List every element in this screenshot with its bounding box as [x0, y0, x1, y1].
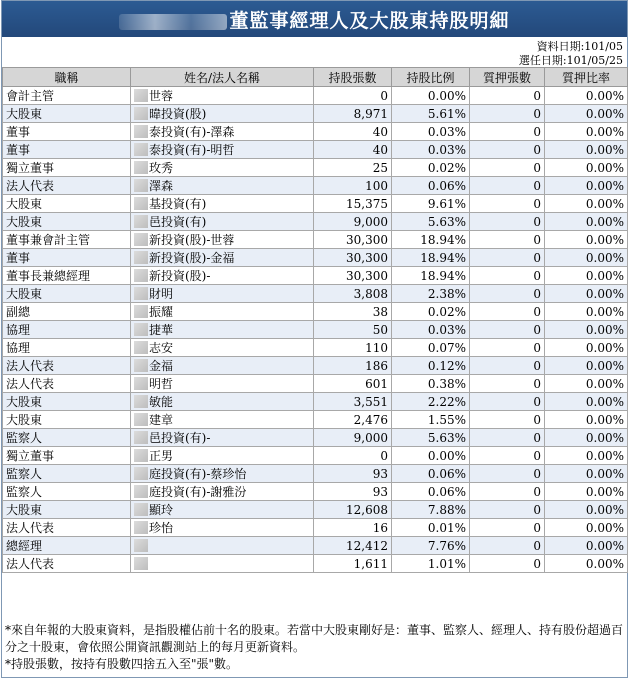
blurred-company-name [119, 14, 227, 30]
cell-ratio: 0.06% [392, 483, 470, 501]
cell-title: 法人代表 [3, 519, 131, 537]
table-row [3, 303, 628, 321]
column-header-ratio: 持股比例 [392, 68, 470, 87]
holder-name: 振耀 [149, 305, 174, 319]
column-header-title: 職稱 [3, 68, 131, 87]
holder-name: 澤森 [149, 179, 174, 193]
cell-shares: 16 [314, 519, 392, 537]
cell-ratio: 5.63% [392, 429, 470, 447]
cell-ratio: 0.07% [392, 339, 470, 357]
cell-title: 協理 [3, 321, 131, 339]
cell-ratio: 18.94% [392, 249, 470, 267]
holder-name: 建章 [149, 413, 174, 427]
cell-name [131, 411, 314, 429]
holder-name: 珍怡 [149, 521, 174, 535]
cell-title: 會計主管 [3, 87, 131, 105]
cell-title: 大股東 [3, 393, 131, 411]
redaction-mask [134, 539, 148, 552]
cell-pledge-ratio: 0.00% [545, 555, 628, 573]
holder-name: 明哲 [149, 377, 174, 391]
cell-name [131, 141, 314, 159]
cell-title: 獨立董事 [3, 159, 131, 177]
cell-pledged: 0 [470, 213, 545, 231]
cell-name [131, 87, 314, 105]
redaction-mask [134, 485, 148, 498]
table-row [3, 537, 628, 555]
table-row [3, 249, 628, 267]
cell-shares: 93 [314, 483, 392, 501]
table-row [3, 465, 628, 483]
table-row [3, 501, 628, 519]
cell-shares: 30,300 [314, 267, 392, 285]
cell-name [131, 555, 314, 573]
cell-pledged: 0 [470, 141, 545, 159]
page-title: 董監事經理人及大股東持股明細 [2, 6, 627, 33]
redaction-mask [134, 161, 148, 174]
cell-pledge-ratio: 0.00% [545, 537, 628, 555]
cell-ratio: 1.01% [392, 555, 470, 573]
cell-pledged: 0 [470, 393, 545, 411]
cell-title: 法人代表 [3, 357, 131, 375]
cell-pledge-ratio: 0.00% [545, 465, 628, 483]
cell-title: 監察人 [3, 429, 131, 447]
data-date: 資料日期:101/05 [536, 40, 623, 53]
redaction-mask [134, 287, 148, 300]
cell-shares: 40 [314, 123, 392, 141]
cell-pledge-ratio: 0.00% [545, 87, 628, 105]
cell-ratio: 0.06% [392, 465, 470, 483]
redaction-mask [134, 467, 148, 480]
redaction-mask [134, 413, 148, 426]
cell-ratio: 0.03% [392, 123, 470, 141]
cell-title: 大股東 [3, 285, 131, 303]
redaction-mask [134, 521, 148, 534]
redaction-mask [134, 233, 148, 246]
table-row [3, 483, 628, 501]
cell-title: 大股東 [3, 213, 131, 231]
cell-name [131, 123, 314, 141]
cell-ratio: 0.06% [392, 177, 470, 195]
cell-name [131, 303, 314, 321]
redaction-mask [134, 557, 148, 570]
cell-shares: 9,000 [314, 429, 392, 447]
holder-name: 財明 [149, 287, 174, 301]
holder-name: 正男 [149, 449, 174, 463]
cell-pledged: 0 [470, 339, 545, 357]
table-row [3, 195, 628, 213]
redaction-mask [134, 305, 148, 318]
holder-name: 泰投資(有)-明哲 [149, 143, 235, 157]
cell-pledge-ratio: 0.00% [545, 267, 628, 285]
cell-pledged: 0 [470, 177, 545, 195]
cell-ratio: 0.01% [392, 519, 470, 537]
holder-name: 庭投資(有)-蔡珍怡 [149, 467, 247, 481]
cell-shares: 601 [314, 375, 392, 393]
cell-pledge-ratio: 0.00% [545, 141, 628, 159]
redaction-mask [134, 377, 148, 390]
cell-shares: 30,300 [314, 249, 392, 267]
cell-shares: 3,808 [314, 285, 392, 303]
election-date: 選任日期:101/05/25 [518, 54, 623, 67]
cell-pledged: 0 [470, 159, 545, 177]
cell-ratio: 0.03% [392, 141, 470, 159]
cell-title: 獨立董事 [3, 447, 131, 465]
table-row [3, 429, 628, 447]
holder-name: 玫秀 [149, 161, 174, 175]
cell-pledge-ratio: 0.00% [545, 357, 628, 375]
redaction-mask [134, 395, 148, 408]
cell-pledge-ratio: 0.00% [545, 231, 628, 249]
cell-name [131, 483, 314, 501]
table-row [3, 159, 628, 177]
footnote-1: *來自年報的大股東資料，是指股權佔前十名的股東。若當中大股東剛好是：董事、監察人、經理人、持有股份超過百分之十股東，會依照公開資訊觀測站上的每月更新資料。 [5, 623, 624, 654]
holder-name: 金福 [149, 359, 174, 373]
cell-pledged: 0 [470, 231, 545, 249]
redaction-mask [134, 323, 148, 336]
cell-name [131, 105, 314, 123]
cell-ratio: 1.55% [392, 411, 470, 429]
redaction-mask [134, 197, 148, 210]
cell-shares: 3,551 [314, 393, 392, 411]
table-row [3, 555, 628, 573]
cell-shares: 30,300 [314, 231, 392, 249]
table-row [3, 231, 628, 249]
cell-pledge-ratio: 0.00% [545, 123, 628, 141]
column-header-name: 姓名/法人名稱 [131, 68, 314, 87]
cell-title: 大股東 [3, 105, 131, 123]
cell-title: 法人代表 [3, 555, 131, 573]
cell-title: 副總 [3, 303, 131, 321]
redaction-mask [134, 107, 148, 120]
cell-ratio: 5.63% [392, 213, 470, 231]
cell-name [131, 285, 314, 303]
cell-ratio: 2.38% [392, 285, 470, 303]
table-row [3, 447, 628, 465]
cell-pledge-ratio: 0.00% [545, 105, 628, 123]
holder-name: 暐投資(股) [149, 107, 207, 121]
cell-pledged: 0 [470, 429, 545, 447]
cell-shares: 0 [314, 447, 392, 465]
cell-pledge-ratio: 0.00% [545, 303, 628, 321]
cell-shares: 1,611 [314, 555, 392, 573]
table-row [3, 411, 628, 429]
cell-pledged: 0 [470, 303, 545, 321]
cell-pledged: 0 [470, 195, 545, 213]
cell-title: 大股東 [3, 195, 131, 213]
cell-pledge-ratio: 0.00% [545, 501, 628, 519]
cell-ratio: 0.03% [392, 321, 470, 339]
cell-shares: 25 [314, 159, 392, 177]
cell-shares: 0 [314, 87, 392, 105]
cell-pledge-ratio: 0.00% [545, 213, 628, 231]
cell-ratio: 0.00% [392, 87, 470, 105]
cell-name [131, 465, 314, 483]
table-row [3, 357, 628, 375]
cell-pledge-ratio: 0.00% [545, 429, 628, 447]
cell-pledge-ratio: 0.00% [545, 339, 628, 357]
cell-ratio: 5.61% [392, 105, 470, 123]
cell-pledge-ratio: 0.00% [545, 447, 628, 465]
redaction-mask [134, 251, 148, 264]
cell-name [131, 321, 314, 339]
cell-pledge-ratio: 0.00% [545, 177, 628, 195]
cell-pledge-ratio: 0.00% [545, 195, 628, 213]
cell-pledged: 0 [470, 105, 545, 123]
table-row [3, 519, 628, 537]
cell-shares: 12,608 [314, 501, 392, 519]
table-row [3, 105, 628, 123]
table-row [3, 141, 628, 159]
holder-name: 志安 [149, 341, 174, 355]
holder-name: 世蓉 [149, 89, 174, 103]
cell-title: 董事 [3, 123, 131, 141]
cell-title: 大股東 [3, 501, 131, 519]
redaction-mask [134, 431, 148, 444]
cell-title: 監察人 [3, 465, 131, 483]
cell-shares: 40 [314, 141, 392, 159]
table-row [3, 321, 628, 339]
holder-name: 基投資(有) [149, 197, 207, 211]
cell-pledged: 0 [470, 123, 545, 141]
cell-shares: 93 [314, 465, 392, 483]
cell-shares: 186 [314, 357, 392, 375]
date-info [2, 37, 627, 67]
cell-ratio: 7.88% [392, 501, 470, 519]
cell-shares: 50 [314, 321, 392, 339]
cell-ratio: 18.94% [392, 267, 470, 285]
cell-name [131, 231, 314, 249]
cell-shares: 110 [314, 339, 392, 357]
cell-name [131, 447, 314, 465]
cell-pledged: 0 [470, 357, 545, 375]
cell-shares: 8,971 [314, 105, 392, 123]
cell-name [131, 177, 314, 195]
cell-name [131, 375, 314, 393]
table-row [3, 285, 628, 303]
holder-name: 敏能 [149, 395, 174, 409]
cell-shares: 15,375 [314, 195, 392, 213]
cell-pledge-ratio: 0.00% [545, 159, 628, 177]
cell-pledged: 0 [470, 87, 545, 105]
cell-ratio: 0.12% [392, 357, 470, 375]
table-body [3, 87, 628, 573]
redaction-mask [134, 341, 148, 354]
cell-name [131, 195, 314, 213]
holder-name: 顯玲 [149, 503, 174, 517]
cell-name [131, 429, 314, 447]
redaction-mask [134, 215, 148, 228]
cell-pledged: 0 [470, 411, 545, 429]
cell-pledged: 0 [470, 375, 545, 393]
cell-name [131, 537, 314, 555]
cell-pledged: 0 [470, 555, 545, 573]
cell-pledged: 0 [470, 447, 545, 465]
table-row [3, 339, 628, 357]
cell-shares: 38 [314, 303, 392, 321]
cell-title: 監察人 [3, 483, 131, 501]
cell-pledged: 0 [470, 285, 545, 303]
redaction-mask [134, 179, 148, 192]
table-header-row [3, 68, 628, 87]
holdings-table [2, 67, 628, 573]
cell-title: 董事長兼總經理 [3, 267, 131, 285]
cell-ratio: 0.02% [392, 159, 470, 177]
table-row [3, 375, 628, 393]
cell-shares: 2,476 [314, 411, 392, 429]
holder-name: 邑投資(有)- [149, 431, 211, 445]
cell-name [131, 267, 314, 285]
table-row [3, 213, 628, 231]
holder-name: 新投資(股)-金福 [149, 251, 235, 265]
table-row [3, 267, 628, 285]
cell-pledged: 0 [470, 501, 545, 519]
holder-name: 捷華 [149, 323, 174, 337]
cell-ratio: 9.61% [392, 195, 470, 213]
cell-pledge-ratio: 0.00% [545, 321, 628, 339]
cell-shares: 9,000 [314, 213, 392, 231]
redaction-mask [134, 449, 148, 462]
cell-name [131, 357, 314, 375]
cell-title: 董事 [3, 141, 131, 159]
column-header-pledge-ratio: 質押比率 [545, 68, 628, 87]
cell-ratio: 18.94% [392, 231, 470, 249]
cell-pledge-ratio: 0.00% [545, 411, 628, 429]
holder-name: 邑投資(有) [149, 215, 207, 229]
table-row [3, 123, 628, 141]
cell-title: 法人代表 [3, 177, 131, 195]
cell-pledge-ratio: 0.00% [545, 375, 628, 393]
cell-ratio: 2.22% [392, 393, 470, 411]
cell-pledged: 0 [470, 483, 545, 501]
cell-pledged: 0 [470, 537, 545, 555]
holdings-panel [1, 0, 628, 678]
cell-pledged: 0 [470, 519, 545, 537]
cell-pledge-ratio: 0.00% [545, 519, 628, 537]
cell-name [131, 249, 314, 267]
redaction-mask [134, 125, 148, 138]
holder-name: 新投資(股)-世蓉 [149, 233, 235, 247]
column-header-shares: 持股張數 [314, 68, 392, 87]
redaction-mask [134, 143, 148, 156]
title-bar [2, 1, 627, 37]
cell-pledge-ratio: 0.00% [545, 393, 628, 411]
column-header-pledged: 質押張數 [470, 68, 545, 87]
cell-name [131, 501, 314, 519]
table-row [3, 393, 628, 411]
cell-ratio: 0.00% [392, 447, 470, 465]
cell-pledged: 0 [470, 321, 545, 339]
cell-pledge-ratio: 0.00% [545, 285, 628, 303]
cell-shares: 100 [314, 177, 392, 195]
table-row [3, 87, 628, 105]
cell-title: 大股東 [3, 411, 131, 429]
cell-pledge-ratio: 0.00% [545, 249, 628, 267]
holder-name: 泰投資(有)-澤森 [149, 125, 235, 139]
cell-shares: 12,412 [314, 537, 392, 555]
cell-pledged: 0 [470, 267, 545, 285]
cell-name [131, 339, 314, 357]
footnote-2: *持股張數，按持有股數四捨五入至"張"數。 [5, 657, 239, 671]
redaction-mask [134, 269, 148, 282]
cell-title: 法人代表 [3, 375, 131, 393]
redaction-mask [134, 503, 148, 516]
cell-title: 董事兼會計主管 [3, 231, 131, 249]
table-row [3, 177, 628, 195]
cell-ratio: 7.76% [392, 537, 470, 555]
footnotes [5, 622, 625, 673]
cell-pledged: 0 [470, 249, 545, 267]
cell-pledged: 0 [470, 465, 545, 483]
cell-title: 董事 [3, 249, 131, 267]
redaction-mask [134, 359, 148, 372]
cell-name [131, 159, 314, 177]
cell-ratio: 0.38% [392, 375, 470, 393]
holder-name: 新投資(股)- [149, 269, 211, 283]
cell-name [131, 213, 314, 231]
cell-name [131, 393, 314, 411]
redaction-mask [134, 89, 148, 102]
cell-pledge-ratio: 0.00% [545, 483, 628, 501]
cell-title: 協理 [3, 339, 131, 357]
cell-ratio: 0.02% [392, 303, 470, 321]
holder-name: 庭投資(有)-謝雅汾 [149, 485, 247, 499]
cell-title: 總經理 [3, 537, 131, 555]
cell-name [131, 519, 314, 537]
